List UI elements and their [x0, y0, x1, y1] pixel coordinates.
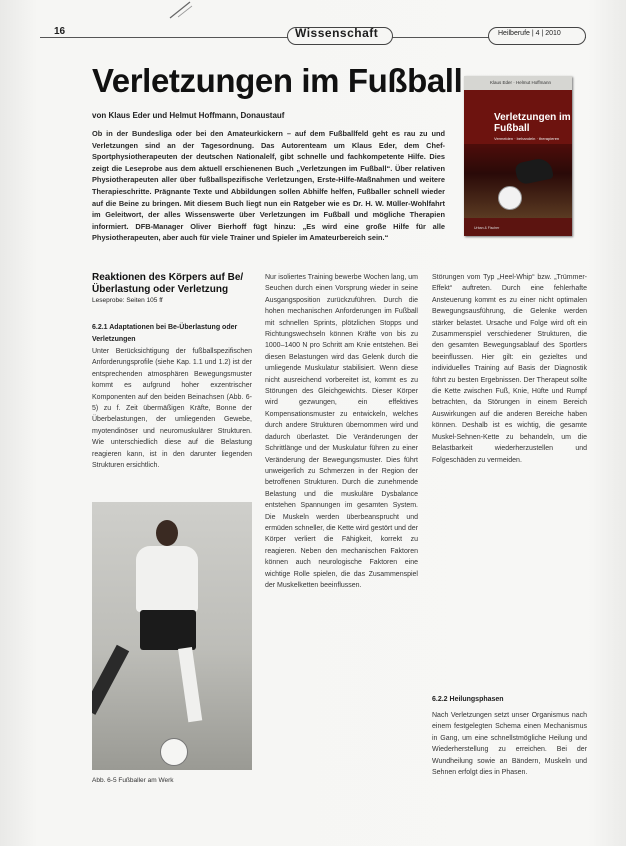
figure-caption: Abb. 6-5 Fußballer am Werk: [92, 777, 174, 784]
issue-label: Heilberufe | 4 | 2010: [498, 30, 561, 37]
column3-body: Störungen vom Typ „Heel-Whip“ bzw. „Trümmer-Effekt“ auftreten. Durch eine fehlerhafte Ansteuerung kommt es zu einer nicht optimalen Bewegungsausführung, die Gelenke werden stärker belastet. Ursache und Folge wird oft ein Zusammenspiel verschiedener Strukturen, die den gesamten Bewegungsablauf des Sportlers beeinflussen. Hier gilt: ein gezieltes und individuelles Training auf Basis der Diagnostik führt zu besten Ergebnissen. Der Therapeut sollte die Kette zwischen Fuß, Knie, Hüfte und Rumpf betrachten, da Störungen in einem Bereich Auswirkungen auf die anderen Bereiche haben können. Deshalb ist es wichtig, die gesamte Muskel-Sehnen-Kette zu behandeln, um die Belastbarkeit wiederherzustellen und Folgeschäden zu vermeiden.: [432, 274, 587, 464]
article-authors: von Klaus Eder und Helmut Hoffmann, Donaustauf: [92, 111, 285, 120]
column1-body: Unter Berücksichtigung der fußballspezifischen Anforderungsprofile (siehe Kap. 1.1 und 1.2) ist der entsprechenden atmosphären Bewegungsmuster kommt es aufgrund hoher exzentrischer Komponenten auf den beiden Beinachsen (Abb. 6-5) zu f. Zeit übermäßigen Kräfte, Bonne der Überbelastungen, der umliegenden Gewebe, myotendinöser und neuromuskulärer Strukturen. Wie unterschiedlich diese auf die Belastung reagieren kann, ist in den darunter liegenden Strukturen ersichtlich.: [92, 348, 252, 470]
book-cover-authors: Klaus Eder · Helmut Hoffmann: [490, 80, 551, 85]
book-cover-title: Verletzungen im Fußball: [494, 112, 571, 134]
football-shape: [160, 738, 188, 766]
page-number: 16: [54, 26, 66, 37]
player-head-shape: [156, 520, 178, 546]
column1-reference: Leseprobe: Seiten 105 ff: [92, 297, 163, 304]
column1-subheading: 6.2.1 Adaptationen bei Be-Überlastung oder Verletzungen: [92, 324, 238, 343]
column2-body: Nur isoliertes Training bewerbe Wochen lang, um Seuchen durch einen Vorsprung wieder in seine Ausgangsposition zurückzuführen. Durch die hohen mechanischen Anforderungen im Fußball mit schnellen Sprints, plötzlichen Stopps und Richtungswechseln können Kräfte von bis zu 1000–1400 N pro Schritt am Knie entstehen. Bei diesen Belastungen wird das Gelenk durch die umliegende Muskulatur stabilisiert. Wenn diese nicht ausreichend vorbereitet ist, kommt es zu Störungen des Gleichgewichts. Dieser Körper wird gezwungen, ein effektives Kompensationsmuster zu entwickeln, welches durch andere Strukturen übernommen wird und dadurch überlastet. Die Veränderungen der Schrittlänge und der Muskulatur führen zu einer Veränderung der Bewegungsmuster. Dies führt unweigerlich zu Schmerzen in der Region der betroffenen Strukturen. Durch die zunehmende Belastung und die muskuläre Dysbalance entstehen Spannungen im gesamten System. Die Muskeln werden überbeansprucht und ermüden schneller, die Kette wird gestört und der Körper verliert die Fähigkeit, korrekt zu reagieren. Neben den mechanischen Faktoren können auch neurologische Faktoren eine wichtige Rolle spielen, die das Zusammenspiel der Muskelketten beeinflussen.: [265, 274, 418, 589]
book-cover-publisher: Urban & Fischer: [474, 226, 500, 230]
football-shape: [498, 186, 522, 210]
page-fold-mark: [168, 0, 194, 20]
column3-body-continued: Nach Verletzungen setzt unser Organismus nach einem festgelegten Schema einen Mechanismus in Gang, um eine schnellstmögliche Heilung und Wiederherstellung zu erreichen. Bei der Wundheilung sowie an Bändern, Muskeln und Sehnen erfolgt dies in Phasen.: [432, 712, 587, 777]
football-player-photo: [92, 502, 252, 770]
column3-subheading: 6.2.2 Heilungsphasen: [432, 696, 504, 703]
column1-heading: Reaktionen des Körpers auf Be/Überlastung oder Verletzung: [92, 272, 244, 295]
player-leg-shape: [92, 645, 129, 715]
article-lead: Ob in der Bundesliga oder bei den Amateurkickern – auf dem Fußballfeld geht es rau zu und Verletzungen sind an der Tagesordnung. Das Autorenteam um Klaus Eder, dem Chef-Sportphysiotherapeuten der deutschen Nationalelf, gibt schnelle und fachkompetente Hilfe. Dies zeigt die Leseprobe aus dem aktuell erschienenen Buch „Verletzungen im Fußball“. Über relativen Physiotherapeuten aller über fußballspezifische Verletzungen, Erste-Hilfe-Maßnahmen und weitere Therapieschritte. Prägnante Texte und Abbildungen sollen Abhilfe helfen, Fußballer schnell wieder auf die Beine zu bringen. Mit diesem Buch liegt nun ein Ratgeber wie es Dr. H. W. Müller-Wohlfahrt im Geleitwort, der alles Wissenswerte über Verletzungen im Fußball und mögliche Therapien informiert. DFB-Manager Oliver Bierhoff fügt hinzu: „Es wird eine große Hilfe für alle Physiotherapeuten, aber auch für viele Trainer und Spieler im Amateurbereich sein.“: [92, 129, 445, 243]
player-shirt-shape: [136, 546, 198, 612]
book-cover-image: [464, 76, 572, 236]
player-shorts-shape: [140, 610, 196, 650]
book-cover-topbar: [464, 76, 572, 90]
book-cover-subtitle: Vermeiden · behandeln · therapieren: [494, 136, 560, 141]
book-cover-footer: [464, 218, 572, 236]
section-label: Wissenschaft: [295, 26, 379, 40]
article-title: Verletzungen im Fußball: [92, 62, 463, 99]
player-leg-shape: [178, 647, 202, 722]
